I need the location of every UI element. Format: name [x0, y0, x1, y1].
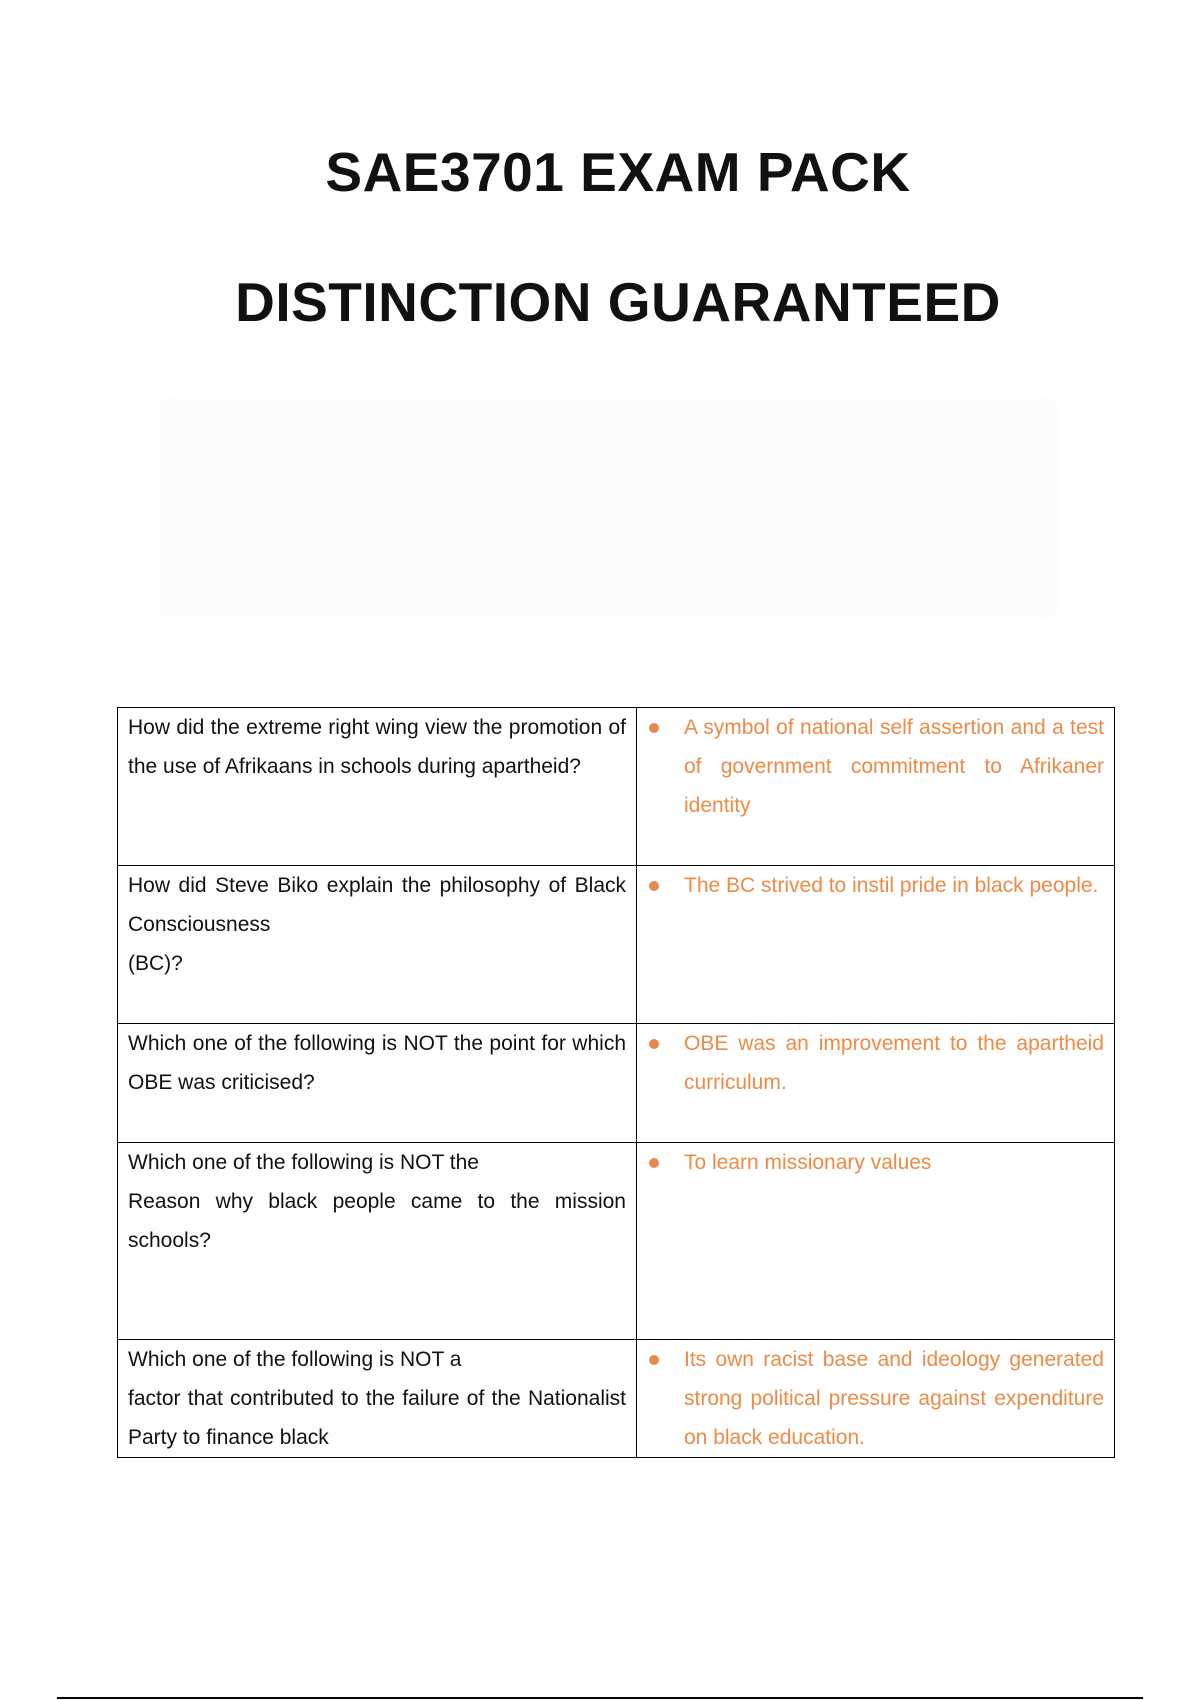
answer-text: To learn missionary values	[684, 1151, 932, 1174]
question-cell	[118, 1024, 637, 1143]
question-cell	[118, 1143, 637, 1340]
question-text: How did the extreme right wing view the promotion of the use of Afrikaans in schools during apartheid?	[128, 716, 626, 778]
question-cell	[118, 708, 637, 866]
answer-cell	[637, 866, 1115, 1024]
bullet-icon	[649, 1039, 659, 1049]
question-text-line: Which one of the following is NOT a	[128, 1348, 462, 1371]
answer-text: Its own racist base and ideology generated strong political pressure against expenditure on black education.	[684, 1348, 1104, 1449]
footer-divider	[57, 1697, 1143, 1699]
answer-text: OBE was an improvement to the apartheid curriculum.	[684, 1032, 1104, 1094]
question-text-line: How did Steve Biko explain the philosophy of Black Consciousness	[128, 874, 626, 936]
answer-cell	[637, 1024, 1115, 1143]
answer-text: The BC strived to instil pride in black people.	[684, 874, 1099, 897]
question-text-line: Reason why black people came to the mission schools?	[128, 1190, 626, 1252]
question-text-line: factor that contributed to the failure of the Nationalist Party to finance black	[128, 1387, 626, 1449]
exam-pack-title: SAE3701 EXAM PACK	[325, 141, 911, 203]
table-row	[118, 1340, 1115, 1458]
bullet-icon	[649, 1355, 659, 1365]
answer-cell	[637, 1143, 1115, 1340]
question-text-line: Which one of the following is NOT the	[128, 1151, 479, 1174]
question-cell	[118, 866, 637, 1024]
question-text: Which one of the following is NOT the point for which OBE was criticised?	[128, 1032, 626, 1094]
table-row	[118, 866, 1115, 1024]
qa-table	[117, 707, 1115, 1458]
answer-cell	[637, 708, 1115, 866]
table-row	[118, 1024, 1115, 1143]
blurred-preview-region	[160, 395, 1060, 620]
bullet-icon	[649, 881, 659, 891]
table-row	[118, 708, 1115, 866]
answer-text: A symbol of national self assertion and a test of government commitment to Afrikaner identity	[684, 716, 1104, 817]
answer-cell	[637, 1340, 1115, 1458]
distinction-subtitle: DISTINCTION GUARANTEED	[235, 271, 1001, 333]
table-row	[118, 1143, 1115, 1340]
question-cell	[118, 1340, 637, 1458]
bullet-icon	[649, 723, 659, 733]
bullet-icon	[649, 1158, 659, 1168]
question-text-line: (BC)?	[128, 952, 183, 975]
